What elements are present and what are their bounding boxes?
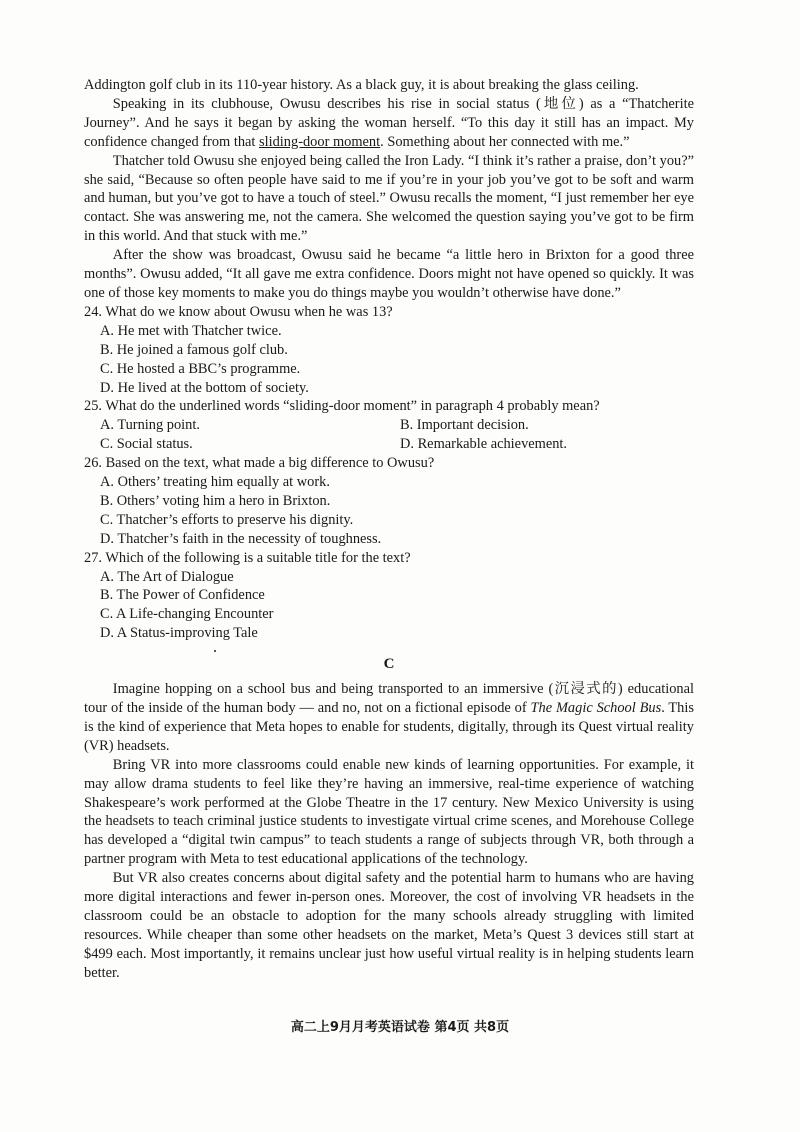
- option-a: A. The Art of Dialogue: [100, 568, 234, 585]
- question-26: [84, 454, 694, 549]
- passage-c-paragraph-1: Imagine hopping on a school bus and being transported to an immersive (沉浸式的) educational tour of the inside of the human body — and no, not on a fictional episode of The Magic School Bus. This is the kind of experience that Meta hopes to enable for students, digitally, through its Quest virtual reality (VR) headsets.: [84, 681, 694, 754]
- exam-page: [84, 76, 694, 983]
- question-stem: 24. What do we know about Owusu when he was 13?: [84, 303, 393, 320]
- passage-c-paragraph-2: Bring VR into more classrooms could enable new kinds of learning opportunities. For example, it may allow drama students to feel like they’re having an immersive, real-time experience of watching Shakespeare’s work performed at the Globe Theatre in the 17 century. New Mexico University is using the headsets to teach criminal justice students to investigate virtual crime scenes, and Morehouse College has developed a “digital twin campus” to teach students a range of subjects through VR, both through a partner program with Meta to test educational applications of the technology.: [84, 756, 694, 868]
- option-a: A. Others’ treating him equally at work.: [100, 474, 330, 491]
- scan-speck: [214, 650, 216, 652]
- passage-b-paragraph-3: Thatcher told Owusu she enjoyed being called the Iron Lady. “I think it’s rather a praise, don’t you?” she said, “Because so often people have said to me if you’re in your job you’ve got to be soft and warm and human, but you’ve got to have a touch of steel.” Owusu recalls the moment, “I just remember her eye contact. She was answering me, not the camera. She welcomed the question saying you’ve got to be firm in this world. And that stuck with me.”: [84, 152, 694, 245]
- option-c: C. Social status.: [100, 436, 193, 453]
- question-stem: 25. What do the underlined words “sliding-door moment” in paragraph 4 probably mean?: [84, 398, 600, 415]
- option-d: D. He lived at the bottom of society.: [100, 379, 309, 396]
- underlined-phrase: sliding-door moment: [259, 133, 381, 150]
- book-title: The Magic School Bus: [530, 700, 662, 716]
- passage-b-paragraph-1: Addington golf club in its 110-year history. As a black guy, it is about breaking the glass ceiling.: [84, 77, 639, 93]
- option-d: D. A Status-improving Tale: [100, 625, 258, 642]
- option-a: A. Turning point.: [100, 417, 200, 434]
- passage-b-paragraph-4: After the show was broadcast, Owusu said he became “a little hero in Brixton for a good three months”. Owusu added, “It all gave me extra confidence. Doors might not have opened so quickly. It was one of those key moments to make you do things maybe you wouldn’t otherwise have done.”: [84, 247, 694, 301]
- option-b: B. He joined a famous golf club.: [100, 341, 288, 358]
- page-footer: 高二上9月月考英语试卷 第4页 共8页: [290, 1020, 510, 1035]
- passage-c-paragraph-3: But VR also creates concerns about digital safety and the potential harm to humans who are having more digital interactions and fewer in-person ones. Moreover, the cost of involving VR headsets in the classroom could be an obstacle to adoption for the many schools already struggling with limited resources. While cheaper than some other headsets on the market, Meta’s Quest 3 devices still start at $499 each. Most importantly, it remains unclear just how useful virtual reality is in helping students learn better.: [84, 870, 694, 981]
- question-stem: 26. Based on the text, what made a big difference to Owusu?: [84, 455, 435, 472]
- option-a: A. He met with Thatcher twice.: [100, 322, 282, 339]
- question-stem: 27. Which of the following is a suitable title for the text?: [84, 549, 411, 566]
- section-heading-c: C: [383, 656, 395, 673]
- option-c: C. A Life-changing Encounter: [100, 606, 274, 623]
- option-d: D. Remarkable achievement.: [400, 436, 568, 453]
- question-25: [84, 397, 694, 454]
- question-24: [84, 303, 694, 398]
- option-d: D. Thatcher’s faith in the necessity of toughness.: [100, 530, 382, 547]
- option-b: B. Important decision.: [400, 417, 529, 434]
- question-27: [84, 549, 694, 644]
- option-b: B. The Power of Confidence: [100, 587, 265, 604]
- option-b: B. Others’ voting him a hero in Brixton.: [100, 492, 331, 509]
- option-c: C. Thatcher’s efforts to preserve his dignity.: [100, 511, 354, 528]
- option-c: C. He hosted a BBC’s programme.: [100, 360, 301, 377]
- passage-b-paragraph-2: Speaking in its clubhouse, Owusu describes his rise in social status (地位) as a “Thatcherite Journey”. And he says it began by asking the woman herself. “To this day it still has an impact. My confidence changed from that sliding-door moment. Something about her connected with me.”: [84, 95, 694, 150]
